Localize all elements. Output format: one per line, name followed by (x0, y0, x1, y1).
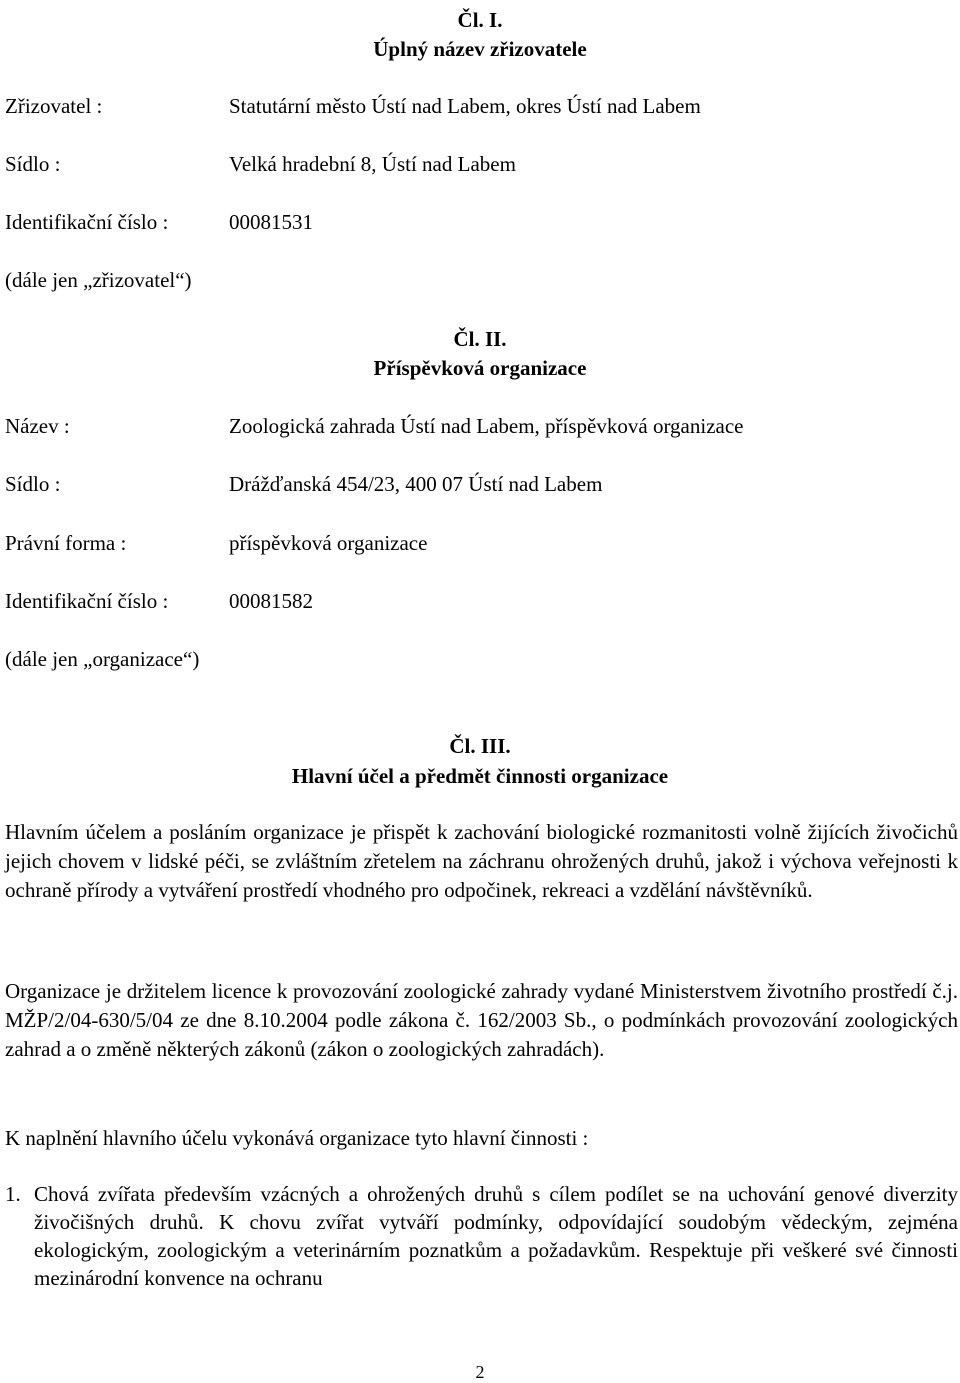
purpose-paragraph: Hlavním účelem a posláním organizace je přispět k zachování biologické rozmanitosti volně žijících živočichů jejich chovem v lidské péči, se zvláštním zřetelem na záchranu ohrožených druhů, jakož i výchova veřejnosti k ochraně přírody a vytváření prostředí vhodného pro odpočinek, rekreaci a vzdělání návštěvníků. (5, 820, 958, 902)
org-name-label: Název : (5, 414, 70, 438)
activity-item (5, 1180, 958, 1292)
legal-form-label: Právní forma : (5, 531, 127, 555)
article-2-heading: Čl. II. (453, 327, 507, 351)
founder-id-value: 00081531 (229, 210, 313, 234)
article-1-title: Úplný název zřizovatele (373, 37, 587, 61)
org-name-value: Zoologická zahrada Ústí nad Labem, příspěvková organizace (229, 414, 744, 438)
activity-item-text: Chová zvířata především vzácných a ohrožených druhů s cílem podílet se na uchování genové diverzity živočišných druhů. K chovu zvířat vytváří podmínky, odpovídající soudobým vědeckým, zejména ekologickým, zoologickým a veterinárním poznatkům a požadavkům. Respektuje při veškeré své činnosti mezinárodní konvence na ochranu (34, 1182, 958, 1290)
founder-label: Zřizovatel : (5, 94, 103, 118)
activities-intro: K naplnění hlavního účelu vykonává organizace tyto hlavní činnosti : (5, 1126, 589, 1150)
org-seat-label: Sídlo : (5, 472, 61, 496)
org-note: (dále jen „organizace“) (5, 647, 200, 671)
founder-seat-value: Velká hradební 8, Ústí nad Labem (229, 152, 516, 176)
org-id-value: 00081582 (229, 589, 313, 613)
founder-value: Statutární město Ústí nad Labem, okres Ústí nad Labem (229, 94, 701, 118)
activity-item-number: 1. (5, 1182, 21, 1206)
article-2-title: Příspěvková organizace (373, 356, 587, 380)
founder-seat-label: Sídlo : (5, 152, 61, 176)
licence-paragraph: Organizace je držitelem licence k provozování zoologické zahrady vydané Ministerstvem životního prostředí č.j. MŽP/2/04-630/5/04 ze dne 8.10.2004 podle zákona č. 162/2003 Sb., o podmínkách provozování zoologických zahrad a o změně některých zákonů (zákon o zoologických zahradách). (5, 979, 958, 1061)
org-id-label: Identifikační číslo : (5, 589, 169, 613)
org-seat-value: Drážďanská 454/23, 400 07 Ústí nad Labem (229, 472, 603, 496)
article-3-title: Hlavní účel a předmět činnosti organizace (291, 764, 669, 788)
article-1-heading: Čl. I. (457, 8, 503, 32)
legal-form-value: příspěvková organizace (229, 531, 428, 555)
article-3-heading: Čl. III. (449, 734, 511, 758)
founder-note: (dále jen „zřizovatel“) (5, 268, 192, 292)
founder-id-label: Identifikační číslo : (5, 210, 169, 234)
page-number: 2 (475, 1362, 485, 1382)
